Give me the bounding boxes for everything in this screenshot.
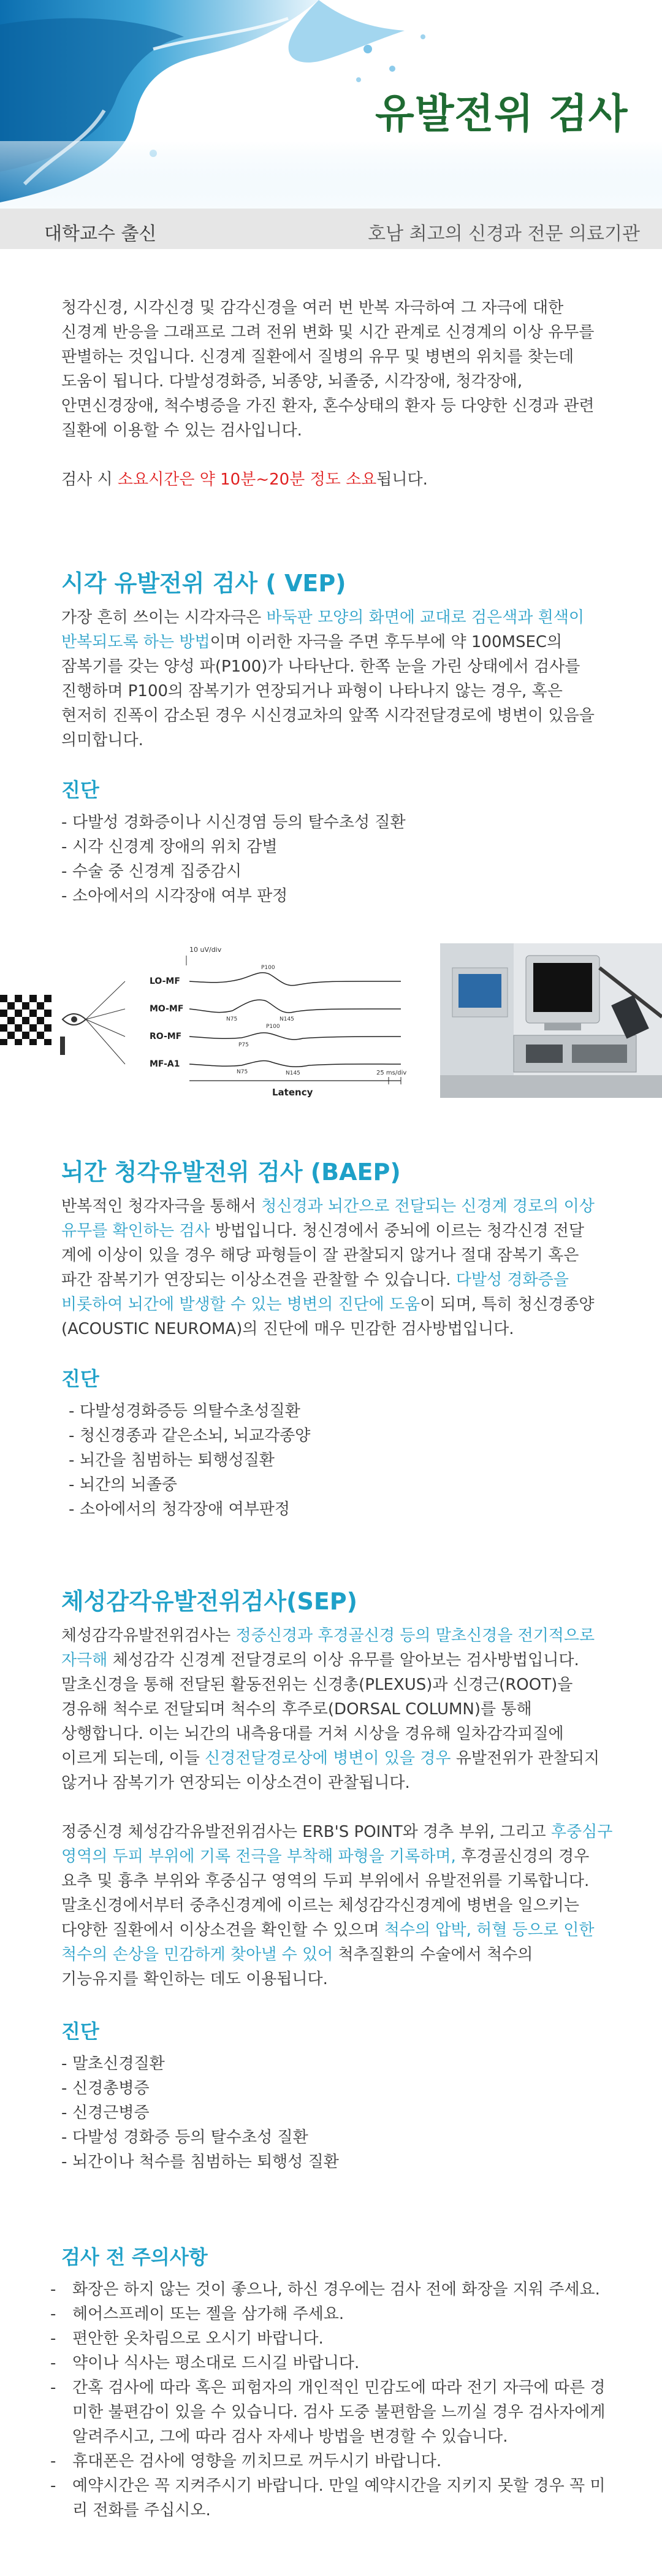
info-bar xyxy=(0,209,662,249)
vep-equipment-photo xyxy=(440,943,662,1098)
baep-section xyxy=(61,1153,613,1522)
doctor-credential-label: 대학교수 출신 xyxy=(44,223,157,245)
sep-title: 체성감각유발전위검사(SEP) xyxy=(61,1588,357,1615)
scale-label: 25 ms/div xyxy=(376,1070,407,1076)
peak-label: P100 xyxy=(261,965,275,971)
page-header xyxy=(0,0,662,209)
peak-label: P75 xyxy=(238,1042,249,1048)
eye-icon xyxy=(60,981,125,1064)
sep-section xyxy=(61,1582,613,2174)
list-item: - 시각 신경계 장애의 위치 감별 xyxy=(61,838,278,856)
list-item: - 다발성 경화증이나 시신경염 등의 탈수초성 질환 xyxy=(61,813,406,832)
list-item: - 신경총병증 xyxy=(61,2079,150,2098)
peak-label: N75 xyxy=(237,1069,248,1075)
sep-diagnosis-list xyxy=(61,2052,613,2174)
sep-paragraph-1: 체성감각유발전위검사는 정중신경과 후경골신경 등의 말초신경을 전기적으로 자극해 체성감각 신경계 전달경로의 이상 유무를 알아보는 검사방법입니다. 말초신경을 통해 전달된 활동전위는 신경총(PLEXUS)과 신경근(ROOT)을 경유해 척수로 전달되며 척수의 후주로(DORSAL COLUMN)를 통해 상행합니다. 이는 뇌간의 내측융대를 거쳐 시상을 경유해 일차감각피질에 이르게 되는데, 이들 신경전달경로상에 병변이 있을 경우 유발전위가 관찰되지 않거나 잠복기가 연장되는 이상소견이 관찰됩니다. xyxy=(61,1627,600,1792)
peak-label: N145 xyxy=(286,1070,300,1076)
clinic-tagline: 호남 최고의 신경과 전문 의료기관 xyxy=(368,223,640,245)
sep-highlight: 신경전달경로상에 병변이 있을 경우 xyxy=(205,1749,451,1768)
caution-title: 검사 전 주의사항 xyxy=(61,2245,208,2269)
latency-axis-label: Latency xyxy=(272,1087,313,1098)
baep-paragraph: 반복적인 청각자극을 통해서 청신경과 뇌간으로 전달되는 신경계 경로의 이상 유무를 확인하는 검사 방법입니다. 청신경에서 중뇌에 이르는 청각신경 전달 계에 이상이 있을 경우 해당 파형들이 잘 관찰되지 않거나 절대 잠복기 혹은 파간 잠복기가 연장되는 이상소견을 관찰할 수 있습니다. 다발성 경화증을 비롯하여 뇌간에 발생할 수 있는 병변의 진단에 도움이 되며, 특히 청신경종양(ACOUSTIC NEUROMA)의 진단에 매우 민감한 검사방법입니다. xyxy=(61,1197,595,1338)
sep-highlight: 척수의 압박, 허혈 등으로 인한 척수의 손상을 민감하게 찾아낼 수 있어 xyxy=(61,1921,595,1964)
list-item: - 화장은 하지 않는 것이 좋으나, 하신 경우에는 검사 전에 화장을 지워 주세요. xyxy=(50,2280,600,2299)
list-item: - 뇌간을 침범하는 퇴행성질환 xyxy=(69,1451,275,1470)
vep-figure xyxy=(0,938,662,1101)
vep-diagnosis-list xyxy=(61,810,613,908)
list-item: - 간혹 검사에 따라 혹은 피험자의 개인적인 민감도에 따라 전기 자극에 따른 경미한 불편감이 있을 수 있습니다. 검사 도중 불편함을 느끼실 경우 검사자에게 알려주시고, 그에 따라 검사 자세나 방법을 변경할 수 있습니다. xyxy=(50,2379,606,2446)
waveform-trace xyxy=(189,1060,401,1067)
peak-label: N145 xyxy=(280,1016,294,1022)
list-item: - 다발성경화증등 의탈수초성질환 xyxy=(69,1402,300,1420)
baep-diagnosis-title: 진단 xyxy=(61,1367,99,1390)
list-item: - 수술 중 신경계 집중감시 xyxy=(61,862,242,881)
baep-highlight: 다발성 경화증을 비롯하여 뇌간에 발생할 수 있는 병변의 진단에 도움 xyxy=(61,1271,569,1314)
list-item: - 신경근병증 xyxy=(61,2104,150,2122)
waveform-trace xyxy=(189,1033,401,1040)
list-item: - 약이나 식사는 평소대로 드시길 바랍니다. xyxy=(50,2354,360,2372)
list-item: - 편안한 옷차림으로 오시기 바랍니다. xyxy=(50,2329,324,2348)
list-item: - 소아에서의 시각장애 여부 판정 xyxy=(61,887,288,905)
trace-label: LO-MF xyxy=(150,976,180,986)
checkerboard-stimulus-icon xyxy=(0,995,58,1045)
vep-highlight: 바둑판 모양의 화면에 교대로 검은색과 흰색이 반복되도록 하는 방법 xyxy=(61,608,584,651)
list-item: - 헤어스프레이 또는 젤을 삼가해 주세요. xyxy=(50,2305,344,2323)
list-item: - 소아에서의 청각장애 여부판정 xyxy=(69,1500,291,1519)
list-item: - 예약시간은 꼭 지켜주시기 바랍니다. 만일 예약시간을 지키지 못할 경우 꼭 미리 전화를 주십시오. xyxy=(50,2477,606,2520)
sep-highlight: 정중신경과 후경골신경 등의 말초신경을 전기적으로 자극해 xyxy=(61,1627,595,1669)
peak-label: N75 xyxy=(226,1016,238,1022)
page-title: 유발전위 검사 xyxy=(375,90,628,137)
trace-label: MF-A1 xyxy=(150,1059,180,1069)
baep-title: 뇌간 청각유발전위 검사 (BAEP) xyxy=(61,1159,401,1186)
caution-list xyxy=(50,2277,613,2523)
trace-label: RO-MF xyxy=(150,1032,182,1041)
list-item: - 다발성 경화증 등의 탈수초성 질환 xyxy=(61,2128,308,2147)
peak-label: P100 xyxy=(266,1024,280,1030)
list-item: - 휴대폰은 검사에 영향을 끼치므로 꺼두시기 바랍니다. xyxy=(50,2452,442,2471)
exam-time-note: 검사 시 소요시간은 약 10분~20분 정도 소요됩니다. xyxy=(61,470,428,489)
baep-diagnosis-list xyxy=(61,1399,613,1522)
list-item: - 뇌간의 뇌졸중 xyxy=(69,1476,177,1494)
vep-diagnosis-title: 진단 xyxy=(61,778,99,802)
baep-highlight: 청신경과 뇌간으로 전달되는 신경계 경로의 이상 유무를 확인하는 검사 xyxy=(61,1197,595,1240)
waveform-trace xyxy=(189,973,401,986)
vep-waveform-graph xyxy=(58,938,425,1101)
sep-diagnosis-title: 진단 xyxy=(61,2020,99,2043)
list-item: - 말초신경질환 xyxy=(61,2055,165,2073)
list-item: - 뇌간이나 척수를 침범하는 퇴행성 질환 xyxy=(61,2153,339,2171)
exam-time-highlight: 소요시간은 약 10분~20분 정도 소요 xyxy=(117,470,377,489)
intro-paragraph: 청각신경, 시각신경 및 감각신경을 여러 번 반복 자극하여 그 자극에 대한 신경계 반응을 그래프로 그려 전위 변화 및 시간 관계로 신경계의 이상 유무를 판별하는 것입니다. 신경계 질환에서 질병의 유무 및 병변의 위치를 찾는데 도움이 됩니다. 다발성경화증, 뇌종양, 뇌졸중, 시각장애, 청각장애, 안면신경장애, 척수병증을 가진 환자, 혼수상태의 환자 등 다양한 신경과 관련 질환에 이용할 수 있는 검사입니다. xyxy=(61,299,595,440)
sep-highlight: 후중심구 영역의 두피 부위에 기록 전극을 부착해 파형을 기록하며, xyxy=(61,1823,613,1866)
caution-section xyxy=(50,2242,613,2523)
vep-section xyxy=(61,564,613,908)
equipment-illustration xyxy=(440,943,662,1098)
waveform-trace xyxy=(189,1000,401,1013)
list-item: - 청신경종과 같은소뇌, 뇌교각종양 xyxy=(69,1427,311,1445)
sep-paragraph-2: 정중신경 체성감각유발전위검사는 ERB'S POINT와 경추 부위, 그리고 후중심구 영역의 두피 부위에 기록 전극을 부착해 파형을 기록하며, 후경골신경의 경우 요추 및 흉추 부위와 후중심구 영역의 두피 부위에서 유발전위를 기록합니다. 말초신경에서부터 중추신경계에 이르는 체성감각신경계에 병변을 일으키는 다양한 질환에서 이상소견을 확인할 수 있으며 척수의 압박, 허혈 등으로 인한 척수의 손상을 민감하게 찾아낼 수 있어 척추질환의 수술에서 척수의 기능유지를 확인하는 데도 이용됩니다. xyxy=(61,1823,613,1988)
intro-section xyxy=(61,296,613,492)
vep-title: 시각 유발전위 검사 ( VEP) xyxy=(61,570,346,597)
trace-label: MO-MF xyxy=(150,1004,184,1014)
vep-paragraph: 가장 흔히 쓰이는 시각자극은 바둑판 모양의 화면에 교대로 검은색과 흰색이 반복되도록 하는 방법이며 이러한 자극을 주면 후두부에 약 100MSEC의 잠복기를 갖는 양성 파(P100)가 나타난다. 한쪽 눈을 가린 상태에서 검사를 진행하며 P100의 잠복기가 연장되거나 파형이 나타나지 않는 경우, 혹은 현저히 진폭이 감소된 경우 시신경교차의 앞쪽 시각전달경로에 병변이 있음을 의미합니다. xyxy=(61,608,595,749)
unit-top-label: 10 uV/div xyxy=(189,946,222,954)
